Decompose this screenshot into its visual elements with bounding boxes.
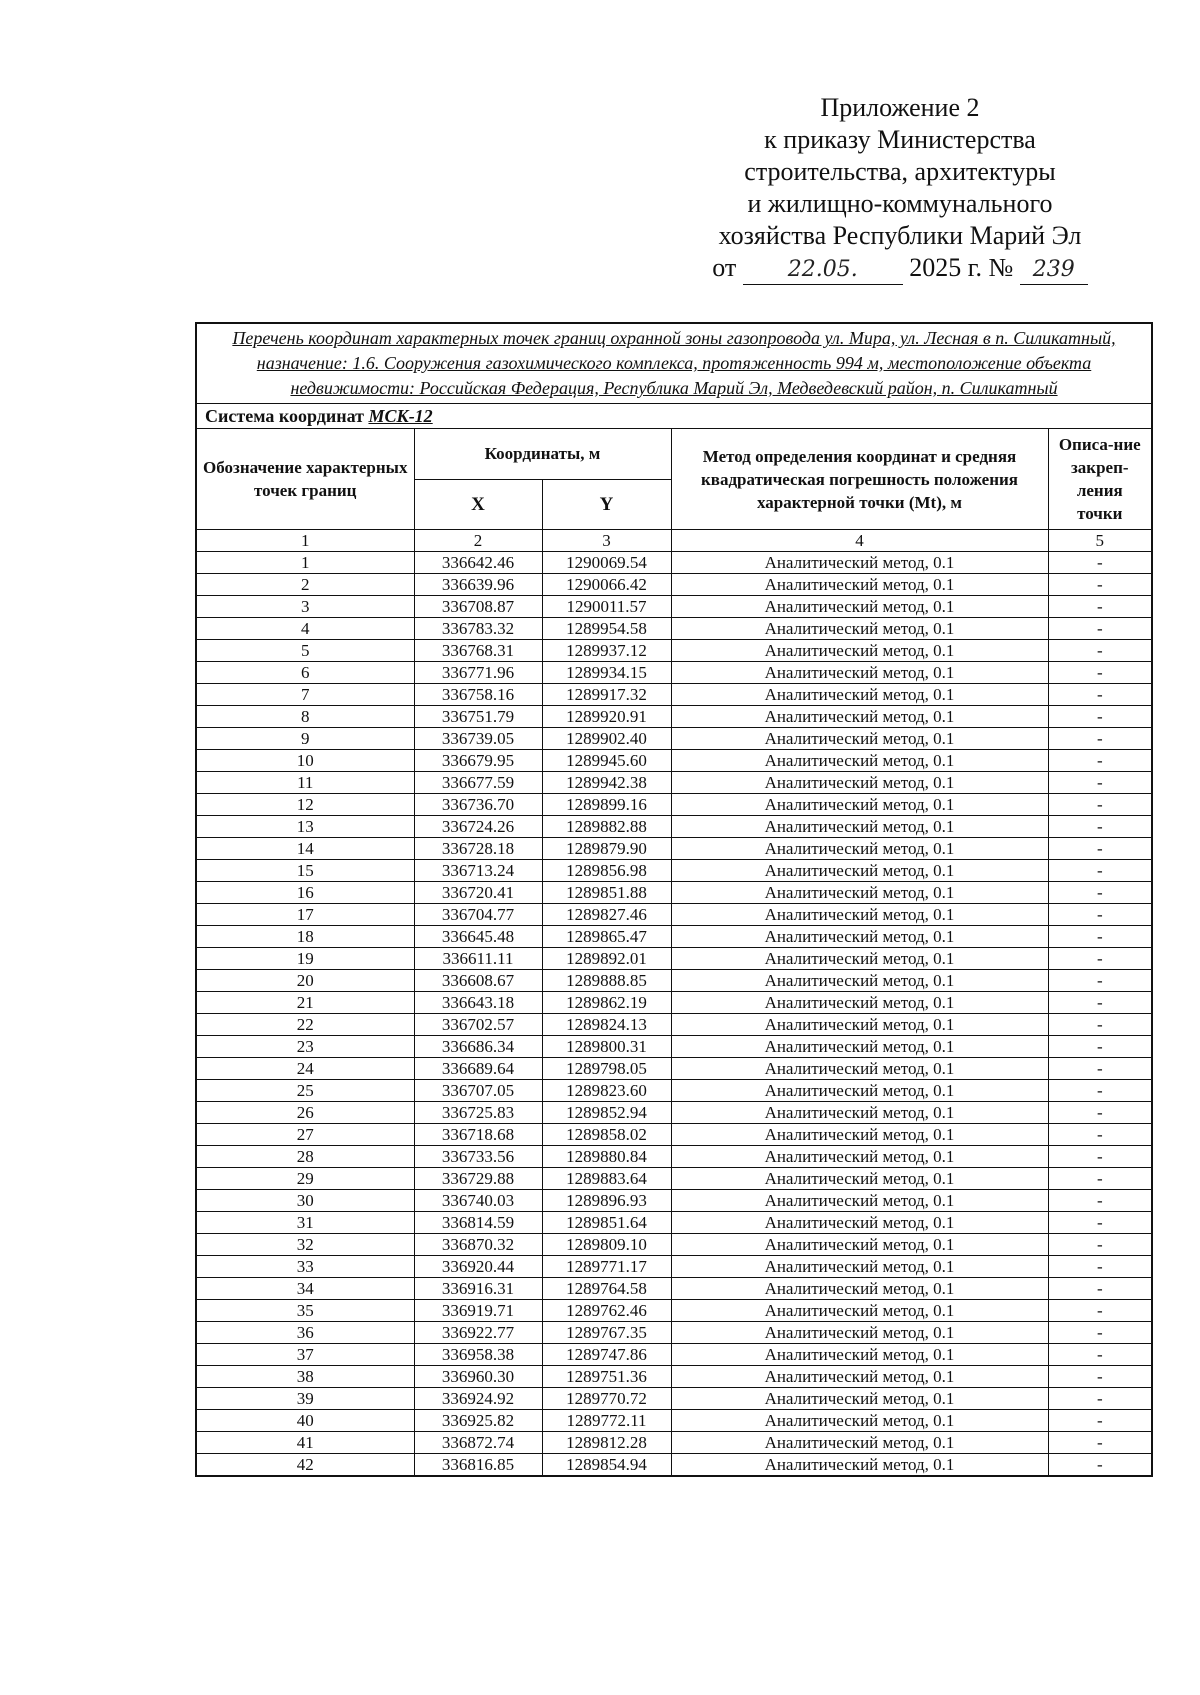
description-cell: - [1048, 1432, 1152, 1454]
y-coordinate-cell: 1289937.12 [542, 640, 671, 662]
description-cell: - [1048, 1212, 1152, 1234]
x-coordinate-cell: 336736.70 [414, 794, 542, 816]
table-row [196, 1344, 1152, 1366]
coordinate-system-row [196, 404, 1152, 429]
y-coordinate-cell: 1289892.01 [542, 948, 671, 970]
point-id-cell: 31 [196, 1212, 414, 1234]
y-coordinate-cell: 1289917.32 [542, 684, 671, 706]
description-cell: - [1048, 1146, 1152, 1168]
method-cell: Аналитический метод, 0.1 [671, 882, 1048, 904]
description-cell: - [1048, 904, 1152, 926]
point-id-cell: 16 [196, 882, 414, 904]
method-cell: Аналитический метод, 0.1 [671, 1080, 1048, 1102]
point-id-cell: 37 [196, 1344, 414, 1366]
description-cell: - [1048, 750, 1152, 772]
table-row [196, 860, 1152, 882]
point-id-cell: 2 [196, 574, 414, 596]
description-cell: - [1048, 1366, 1152, 1388]
x-coordinate-cell: 336924.92 [414, 1388, 542, 1410]
description-cell: - [1048, 838, 1152, 860]
x-coordinate-cell: 336872.74 [414, 1432, 542, 1454]
point-id-cell: 5 [196, 640, 414, 662]
description-cell: - [1048, 772, 1152, 794]
x-coordinate-cell: 336713.24 [414, 860, 542, 882]
y-coordinate-cell: 1289899.16 [542, 794, 671, 816]
y-coordinate-cell: 1289942.38 [542, 772, 671, 794]
method-cell: Аналитический метод, 0.1 [671, 1190, 1048, 1212]
table-row [196, 926, 1152, 948]
y-coordinate-cell: 1290066.42 [542, 574, 671, 596]
method-cell: Аналитический метод, 0.1 [671, 684, 1048, 706]
table-row [196, 1366, 1152, 1388]
description-cell: - [1048, 1388, 1152, 1410]
description-cell: - [1048, 1102, 1152, 1124]
x-coordinate-cell: 336707.05 [414, 1080, 542, 1102]
x-coordinate-cell: 336733.56 [414, 1146, 542, 1168]
table-row [196, 640, 1152, 662]
method-cell: Аналитический метод, 0.1 [671, 596, 1048, 618]
y-coordinate-cell: 1289854.94 [542, 1454, 671, 1477]
description-cell: - [1048, 1278, 1152, 1300]
table-row [196, 1168, 1152, 1190]
coordinate-system-value: МСК-12 [368, 405, 433, 426]
method-cell: Аналитический метод, 0.1 [671, 1212, 1048, 1234]
point-id-cell: 17 [196, 904, 414, 926]
point-id-cell: 42 [196, 1454, 414, 1477]
year-number-label: 2025 г. № [909, 253, 1014, 282]
x-coordinate-cell: 336920.44 [414, 1256, 542, 1278]
method-cell: Аналитический метод, 0.1 [671, 1256, 1048, 1278]
table-row [196, 882, 1152, 904]
coordinates-header: Координаты, м [414, 429, 671, 480]
table-row [196, 992, 1152, 1014]
x-coordinate-cell: 336720.41 [414, 882, 542, 904]
y-coordinate-cell: 1289772.11 [542, 1410, 671, 1432]
x-coordinate-cell: 336643.18 [414, 992, 542, 1014]
description-cell: - [1048, 1410, 1152, 1432]
header-line: хозяйства Республики Марий Эл [718, 221, 1082, 250]
method-cell: Аналитический метод, 0.1 [671, 1124, 1048, 1146]
x-coordinate-cell: 336739.05 [414, 728, 542, 750]
table-row [196, 596, 1152, 618]
x-coordinate-cell: 336645.48 [414, 926, 542, 948]
x-coordinate-cell: 336689.64 [414, 1058, 542, 1080]
point-id-cell: 21 [196, 992, 414, 1014]
description-cell: - [1048, 728, 1152, 750]
description-cell: - [1048, 1014, 1152, 1036]
table-row [196, 706, 1152, 728]
method-cell: Аналитический метод, 0.1 [671, 1410, 1048, 1432]
point-id-cell: 32 [196, 1234, 414, 1256]
coordinate-system [196, 404, 1152, 429]
header-line: и жилищно-коммунального [747, 189, 1053, 218]
description-cell: - [1048, 882, 1152, 904]
point-id-cell: 12 [196, 794, 414, 816]
x-coordinate-cell: 336771.96 [414, 662, 542, 684]
y-coordinate-cell: 1290069.54 [542, 552, 671, 574]
x-coordinate-cell: 336639.96 [414, 574, 542, 596]
table-row [196, 1388, 1152, 1410]
description-cell: - [1048, 948, 1152, 970]
description-cell: - [1048, 816, 1152, 838]
x-coordinate-cell: 336768.31 [414, 640, 542, 662]
point-id-cell: 28 [196, 1146, 414, 1168]
y-coordinate-cell: 1289851.64 [542, 1212, 671, 1234]
x-coordinate-cell: 336725.83 [414, 1102, 542, 1124]
table-row [196, 1190, 1152, 1212]
y-coordinate-cell: 1289945.60 [542, 750, 671, 772]
table-row [196, 1322, 1152, 1344]
y-coordinate-cell: 1289883.64 [542, 1168, 671, 1190]
point-id-cell: 14 [196, 838, 414, 860]
method-cell: Аналитический метод, 0.1 [671, 750, 1048, 772]
description-cell: - [1048, 596, 1152, 618]
description-header: Описа-ние закреп-ления точки [1048, 429, 1152, 530]
x-coordinate-cell: 336729.88 [414, 1168, 542, 1190]
point-id-cell: 34 [196, 1278, 414, 1300]
point-id-cell: 15 [196, 860, 414, 882]
y-coordinate-cell: 1289858.02 [542, 1124, 671, 1146]
x-coordinate-cell: 336919.71 [414, 1300, 542, 1322]
description-cell: - [1048, 640, 1152, 662]
table-row [196, 970, 1152, 992]
description-cell: - [1048, 1036, 1152, 1058]
point-id-cell: 22 [196, 1014, 414, 1036]
table-row [196, 1080, 1152, 1102]
method-header: Метод определения координат и средняя квадратическая погрешность положения характерной точки (Mt), м [671, 429, 1048, 530]
x-coordinate-cell: 336958.38 [414, 1344, 542, 1366]
x-coordinate-cell: 336814.59 [414, 1212, 542, 1234]
point-id-cell: 1 [196, 552, 414, 574]
y-coordinate-cell: 1289764.58 [542, 1278, 671, 1300]
x-coordinate-cell: 336728.18 [414, 838, 542, 860]
method-cell: Аналитический метод, 0.1 [671, 948, 1048, 970]
y-coordinate-cell: 1289865.47 [542, 926, 671, 948]
y-coordinate-cell: 1290011.57 [542, 596, 671, 618]
method-cell: Аналитический метод, 0.1 [671, 1146, 1048, 1168]
header-line: строительства, архитектуры [744, 157, 1056, 186]
method-cell: Аналитический метод, 0.1 [671, 794, 1048, 816]
method-cell: Аналитический метод, 0.1 [671, 772, 1048, 794]
y-coordinate-cell: 1289896.93 [542, 1190, 671, 1212]
table-row [196, 1058, 1152, 1080]
description-cell: - [1048, 1190, 1152, 1212]
point-id-cell: 23 [196, 1036, 414, 1058]
point-id-cell: 38 [196, 1366, 414, 1388]
point-id-cell: 25 [196, 1080, 414, 1102]
x-coordinate-cell: 336724.26 [414, 816, 542, 838]
method-cell: Аналитический метод, 0.1 [671, 1102, 1048, 1124]
table-caption-row [196, 323, 1152, 404]
point-id-cell: 27 [196, 1124, 414, 1146]
column-number: 1 [196, 530, 414, 552]
x-coordinate-cell: 336870.32 [414, 1234, 542, 1256]
table-row [196, 750, 1152, 772]
order-date-handwritten: 22.05. [743, 256, 903, 285]
point-id-cell: 40 [196, 1410, 414, 1432]
description-cell: - [1048, 1256, 1152, 1278]
description-cell: - [1048, 1344, 1152, 1366]
table-row [196, 1014, 1152, 1036]
description-cell: - [1048, 618, 1152, 640]
point-id-cell: 33 [196, 1256, 414, 1278]
point-id-cell: 6 [196, 662, 414, 684]
header-line: к приказу Министерства [764, 125, 1036, 154]
y-coordinate-cell: 1289827.46 [542, 904, 671, 926]
x-coordinate-cell: 336708.87 [414, 596, 542, 618]
y-coordinate-cell: 1289879.90 [542, 838, 671, 860]
point-id-cell: 19 [196, 948, 414, 970]
description-cell: - [1048, 1058, 1152, 1080]
table-row [196, 1234, 1152, 1256]
column-number: 3 [542, 530, 671, 552]
method-cell: Аналитический метод, 0.1 [671, 1388, 1048, 1410]
y-coordinate-cell: 1289824.13 [542, 1014, 671, 1036]
y-coordinate-cell: 1289798.05 [542, 1058, 671, 1080]
x-coordinate-cell: 336925.82 [414, 1410, 542, 1432]
x-coordinate-cell: 336686.34 [414, 1036, 542, 1058]
description-cell: - [1048, 662, 1152, 684]
x-coordinate-cell: 336740.03 [414, 1190, 542, 1212]
description-cell: - [1048, 1168, 1152, 1190]
description-cell: - [1048, 1124, 1152, 1146]
method-cell: Аналитический метод, 0.1 [671, 1278, 1048, 1300]
x-coordinate-cell: 336922.77 [414, 1322, 542, 1344]
method-cell: Аналитический метод, 0.1 [671, 640, 1048, 662]
designation-header: Обозначение характерных точек границ [196, 429, 414, 530]
y-coordinate-cell: 1289762.46 [542, 1300, 671, 1322]
table-row [196, 904, 1152, 926]
method-cell: Аналитический метод, 0.1 [671, 1058, 1048, 1080]
table-row [196, 662, 1152, 684]
y-coordinate-cell: 1289767.35 [542, 1322, 671, 1344]
table-row [196, 816, 1152, 838]
method-cell: Аналитический метод, 0.1 [671, 1344, 1048, 1366]
y-coordinate-cell: 1289862.19 [542, 992, 671, 1014]
method-cell: Аналитический метод, 0.1 [671, 662, 1048, 684]
method-cell: Аналитический метод, 0.1 [671, 552, 1048, 574]
point-id-cell: 35 [196, 1300, 414, 1322]
description-cell: - [1048, 926, 1152, 948]
method-cell: Аналитический метод, 0.1 [671, 838, 1048, 860]
point-id-cell: 11 [196, 772, 414, 794]
header-row-1 [196, 429, 1152, 480]
x-coordinate-cell: 336704.77 [414, 904, 542, 926]
x-coordinate-cell: 336758.16 [414, 684, 542, 706]
method-cell: Аналитический метод, 0.1 [671, 970, 1048, 992]
table-row [196, 1432, 1152, 1454]
column-number-row [196, 530, 1152, 552]
x-coordinate-cell: 336718.68 [414, 1124, 542, 1146]
table-row [196, 574, 1152, 596]
method-cell: Аналитический метод, 0.1 [671, 1432, 1048, 1454]
description-cell: - [1048, 970, 1152, 992]
point-id-cell: 20 [196, 970, 414, 992]
x-coordinate-cell: 336642.46 [414, 552, 542, 574]
method-cell: Аналитический метод, 0.1 [671, 992, 1048, 1014]
table-row [196, 1278, 1152, 1300]
table-row [196, 1212, 1152, 1234]
point-id-cell: 26 [196, 1102, 414, 1124]
method-cell: Аналитический метод, 0.1 [671, 574, 1048, 596]
method-cell: Аналитический метод, 0.1 [671, 1300, 1048, 1322]
description-cell: - [1048, 992, 1152, 1014]
y-coordinate-cell: 1289934.15 [542, 662, 671, 684]
table-row [196, 684, 1152, 706]
table-row [196, 1146, 1152, 1168]
method-cell: Аналитический метод, 0.1 [671, 1168, 1048, 1190]
method-cell: Аналитический метод, 0.1 [671, 1322, 1048, 1344]
table-row [196, 552, 1152, 574]
x-coordinate-cell: 336608.67 [414, 970, 542, 992]
x-coordinate-cell: 336679.95 [414, 750, 542, 772]
method-cell: Аналитический метод, 0.1 [671, 1234, 1048, 1256]
table-row [196, 1300, 1152, 1322]
coordinates-table [195, 322, 1153, 1477]
y-header: Y [542, 479, 671, 530]
appendix-header [690, 92, 1110, 285]
column-number: 4 [671, 530, 1048, 552]
table-row [196, 1454, 1152, 1477]
y-coordinate-cell: 1289852.94 [542, 1102, 671, 1124]
x-coordinate-cell: 336611.11 [414, 948, 542, 970]
point-id-cell: 29 [196, 1168, 414, 1190]
coordinate-system-label: Система координат [205, 405, 364, 426]
header-line: Приложение 2 [820, 93, 980, 122]
point-id-cell: 8 [196, 706, 414, 728]
order-number-handwritten: 239 [1020, 256, 1088, 285]
y-coordinate-cell: 1289823.60 [542, 1080, 671, 1102]
description-cell: - [1048, 1234, 1152, 1256]
method-cell: Аналитический метод, 0.1 [671, 1036, 1048, 1058]
method-cell: Аналитический метод, 0.1 [671, 706, 1048, 728]
y-coordinate-cell: 1289880.84 [542, 1146, 671, 1168]
point-id-cell: 4 [196, 618, 414, 640]
point-id-cell: 41 [196, 1432, 414, 1454]
date-prefix: от [712, 253, 737, 282]
y-coordinate-cell: 1289812.28 [542, 1432, 671, 1454]
point-id-cell: 9 [196, 728, 414, 750]
method-cell: Аналитический метод, 0.1 [671, 860, 1048, 882]
table-row [196, 1256, 1152, 1278]
point-id-cell: 10 [196, 750, 414, 772]
table-row [196, 948, 1152, 970]
point-id-cell: 30 [196, 1190, 414, 1212]
y-coordinate-cell: 1289800.31 [542, 1036, 671, 1058]
description-cell: - [1048, 794, 1152, 816]
table-row [196, 618, 1152, 640]
x-coordinate-cell: 336677.59 [414, 772, 542, 794]
table-caption: Перечень координат характерных точек границ охранной зоны газопровода ул. Мира, ул. Лесная в п. Силикатный, назначение: 1.6. Сооружения газохимического комплекса, протяженность 994 м, местоположение объекта недвижимости: Российская Федерация, Республика Марий Эл, Медведевский район, п. Силикатный [196, 323, 1152, 404]
table-row [196, 838, 1152, 860]
method-cell: Аналитический метод, 0.1 [671, 618, 1048, 640]
method-cell: Аналитический метод, 0.1 [671, 816, 1048, 838]
description-cell: - [1048, 1454, 1152, 1477]
y-coordinate-cell: 1289771.17 [542, 1256, 671, 1278]
table-row [196, 794, 1152, 816]
description-cell: - [1048, 552, 1152, 574]
description-cell: - [1048, 684, 1152, 706]
y-coordinate-cell: 1289888.85 [542, 970, 671, 992]
method-cell: Аналитический метод, 0.1 [671, 904, 1048, 926]
description-cell: - [1048, 1300, 1152, 1322]
x-coordinate-cell: 336916.31 [414, 1278, 542, 1300]
point-id-cell: 3 [196, 596, 414, 618]
point-id-cell: 39 [196, 1388, 414, 1410]
y-coordinate-cell: 1289751.36 [542, 1366, 671, 1388]
table-row [196, 1102, 1152, 1124]
point-id-cell: 7 [196, 684, 414, 706]
x-coordinate-cell: 336783.32 [414, 618, 542, 640]
x-coordinate-cell: 336816.85 [414, 1454, 542, 1477]
order-date-line [690, 252, 1110, 285]
table-row [196, 1410, 1152, 1432]
point-id-cell: 36 [196, 1322, 414, 1344]
description-cell: - [1048, 860, 1152, 882]
method-cell: Аналитический метод, 0.1 [671, 1366, 1048, 1388]
x-coordinate-cell: 336960.30 [414, 1366, 542, 1388]
table-row [196, 772, 1152, 794]
y-coordinate-cell: 1289770.72 [542, 1388, 671, 1410]
method-cell: Аналитический метод, 0.1 [671, 1014, 1048, 1036]
method-cell: Аналитический метод, 0.1 [671, 1454, 1048, 1477]
method-cell: Аналитический метод, 0.1 [671, 926, 1048, 948]
column-number: 2 [414, 530, 542, 552]
description-cell: - [1048, 574, 1152, 596]
table-row [196, 1124, 1152, 1146]
y-coordinate-cell: 1289851.88 [542, 882, 671, 904]
table-row [196, 728, 1152, 750]
description-cell: - [1048, 706, 1152, 728]
x-coordinate-cell: 336751.79 [414, 706, 542, 728]
y-coordinate-cell: 1289747.86 [542, 1344, 671, 1366]
point-id-cell: 24 [196, 1058, 414, 1080]
data-rows [196, 552, 1152, 1477]
y-coordinate-cell: 1289809.10 [542, 1234, 671, 1256]
method-cell: Аналитический метод, 0.1 [671, 728, 1048, 750]
point-id-cell: 18 [196, 926, 414, 948]
x-header: X [414, 479, 542, 530]
description-cell: - [1048, 1080, 1152, 1102]
table-row [196, 1036, 1152, 1058]
y-coordinate-cell: 1289902.40 [542, 728, 671, 750]
y-coordinate-cell: 1289954.58 [542, 618, 671, 640]
y-coordinate-cell: 1289920.91 [542, 706, 671, 728]
y-coordinate-cell: 1289882.88 [542, 816, 671, 838]
x-coordinate-cell: 336702.57 [414, 1014, 542, 1036]
point-id-cell: 13 [196, 816, 414, 838]
y-coordinate-cell: 1289856.98 [542, 860, 671, 882]
column-number: 5 [1048, 530, 1152, 552]
description-cell: - [1048, 1322, 1152, 1344]
